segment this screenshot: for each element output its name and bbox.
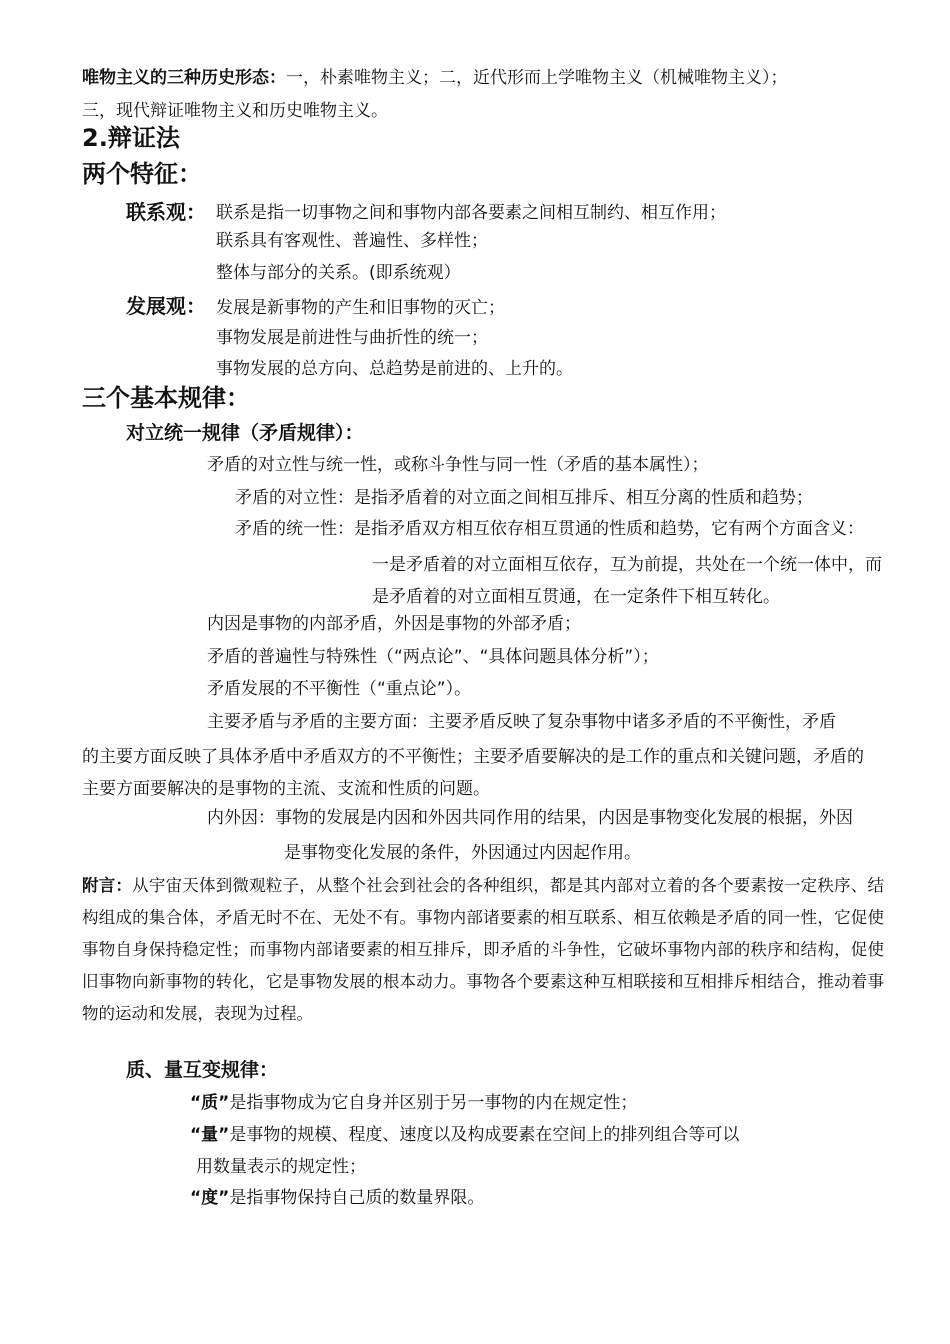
quality-label: “质”: [190, 1093, 230, 1113]
development-line-1: 发展是新事物的产生和旧事物的灭亡；: [216, 298, 505, 318]
appendix-label: 附言：: [82, 876, 133, 895]
quantity-text-1: 是事物的规模、程度、速度以及构成要素在空间上的排列组合等可以: [229, 1125, 740, 1145]
quality-text: 是指事物成为它自身并区别于另一事物的内在规定性；: [229, 1093, 638, 1113]
measure-line: [190, 1186, 484, 1210]
opposition-label: 矛盾的对立性：: [235, 488, 354, 508]
internal-external-label: 内外因：: [207, 808, 275, 828]
connection-label: 联系观：: [126, 200, 206, 224]
unity-sub-line-1: 一是矛盾着的对立面相互依存，互为前提，共处在一个统一体中，而: [372, 555, 882, 575]
unity-line-1: 矛盾的对立性与统一性，或称斗争性与同一性（矛盾的基本属性）；: [207, 455, 709, 475]
unity-property-text: 是指矛盾双方相互依存相互贯通的性质和趋势，它有两个方面含义：: [354, 519, 864, 539]
intro-text-2: 三，现代辩证唯物主义和历史唯物主义。: [82, 101, 388, 121]
measure-text: 是指事物保持自己质的数量界限。: [229, 1188, 485, 1208]
quantity-text-2: 用数量表示的规定性；: [196, 1157, 366, 1177]
three-laws-heading: 三个基本规律：: [82, 384, 250, 412]
quantity-label: “量”: [190, 1125, 230, 1145]
unity-property-line: [235, 517, 864, 541]
connection-line-3: 整体与部分的关系。(即系统观）: [216, 263, 461, 283]
cause-line: 内因是事物的内部矛盾，外因是事物的外部矛盾；: [207, 614, 581, 634]
quantity-line-1: [190, 1123, 739, 1147]
unity-law-heading: 对立统一规律（矛盾规律）：: [126, 422, 364, 444]
appendix-text: 从宇宙天体到微观粒子，从整个社会到社会的各种组织，都是其内部对立着的各个要素按一定秩序、结构组成的集合体，矛盾无时不在、无处不有。事物内部诸要素的相互联系、相互依赖是矛盾的同一性，它促使事物自身保持稳定性；而事物内部诸要素的相互排斥，即矛盾的斗争性，它破坏事物内部的秩序和结构，促使旧事物向新事物的转化，它是事物发展的根本动力。事物各个要素这种互相联接和互相排斥相结合，推动着事物的运动和发展，表现为过程。: [82, 876, 885, 1023]
appendix-paragraph: [82, 870, 884, 1030]
principal-contradiction-text-2: 的主要方面反映了具体矛盾中矛盾双方的不平衡性；主要矛盾要解决的是工作的重点和关键问题，矛盾的: [82, 747, 864, 767]
section-title-dialectics: 2.辩证法: [82, 124, 180, 152]
principal-contradiction-label: 主要矛盾与矛盾的主要方面：: [207, 712, 428, 732]
development-line-2: 事物发展是前进性与曲折性的统一；: [216, 328, 488, 348]
development-line-3: 事物发展的总方向、总趋势是前进的、上升的。: [216, 359, 573, 379]
measure-label: “度”: [190, 1188, 230, 1208]
intro-text-1: 一，朴素唯物主义；二，近代形而上学唯物主义（机械唯物主义）；: [286, 68, 788, 88]
internal-external-line-1: [207, 806, 853, 830]
unity-sub-line-2: 是矛盾着的对立面相互贯通，在一定条件下相互转化。: [372, 587, 780, 607]
opposition-line: [235, 486, 813, 510]
connection-line-1: 联系是指一切事物之间和事物内部各要素之间相互制约、相互作用；: [216, 203, 726, 223]
universality-line: 矛盾的普遍性与特殊性（“两点论”、“具体问题具体分析”）；: [207, 647, 659, 667]
uneven-line: 矛盾发展的不平衡性（“重点论”）。: [207, 679, 472, 699]
development-label: 发展观：: [126, 294, 206, 318]
principal-contradiction-line-1: [207, 710, 836, 734]
intro-label: 唯物主义的三种历史形态：: [82, 68, 286, 88]
principal-contradiction-text-3: 主要方面要解决的是事物的主流、支流和性质的问题。: [82, 779, 490, 799]
principal-contradiction-text-1: 主要矛盾反映了复杂事物中诸多矛盾的不平衡性，矛盾: [428, 712, 836, 732]
unity-property-label: 矛盾的统一性：: [235, 519, 354, 539]
opposition-text: 是指矛盾着的对立面之间相互排斥、相互分离的性质和趋势；: [354, 488, 813, 508]
connection-line-2: 联系具有客观性、普遍性、多样性；: [216, 231, 488, 251]
quality-line: [190, 1091, 637, 1115]
quality-quantity-heading: 质、量互变规律：: [126, 1059, 279, 1081]
internal-external-text-2: 是事物变化发展的条件，外因通过内因起作用。: [284, 843, 641, 863]
two-features-heading: 两个特征：: [82, 160, 202, 188]
internal-external-text-1: 事物的发展是内因和外因共同作用的结果，内因是事物变化发展的根据，外因: [275, 808, 853, 828]
intro-line-1: [82, 66, 788, 90]
